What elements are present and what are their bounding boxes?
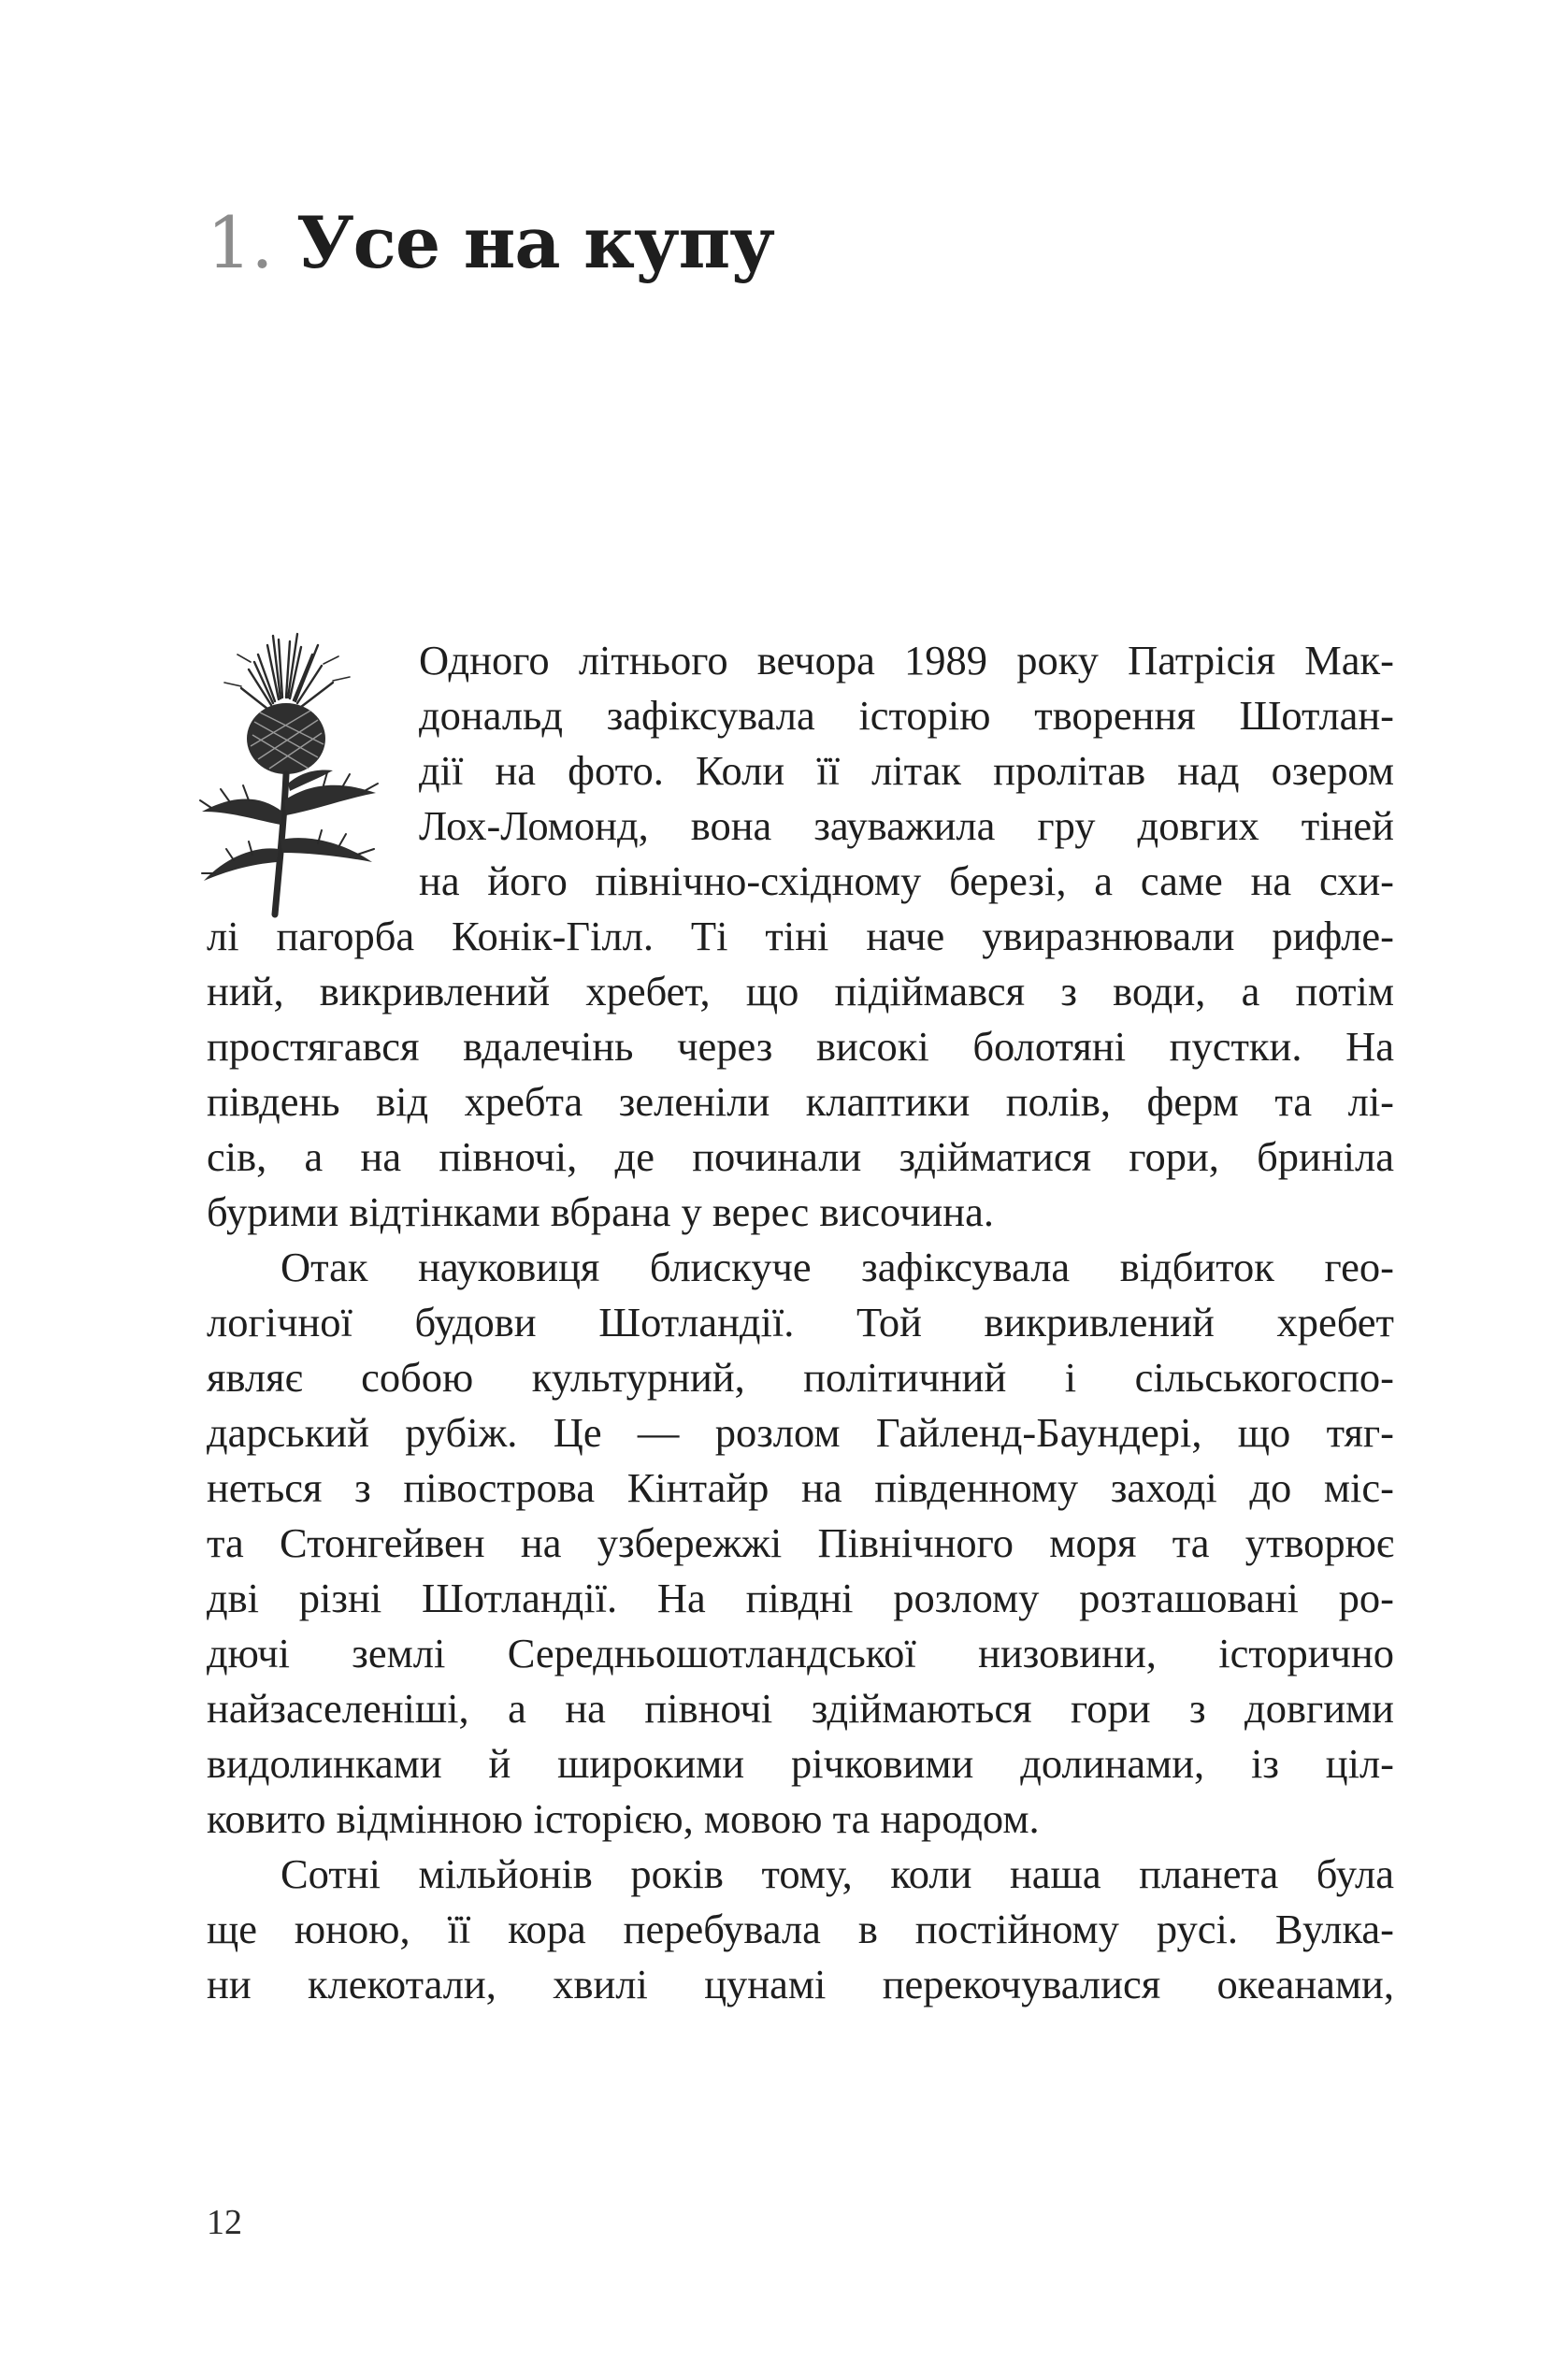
text-line: неться з півострова Кінтайр на південному заході до міс- [207, 1464, 1394, 1511]
chapter-number: 1. [207, 201, 273, 284]
text-line: ковито відмінною історією, мовою та народом. [207, 1795, 1040, 1842]
text-line: являє собою культурний, політичний і сільськогоспо- [207, 1354, 1394, 1401]
text-line: простягався вдалечінь через високі болотяні пустки. На [207, 1023, 1394, 1070]
text-line: видолинками й широкими річковими долинами, із ціл- [207, 1740, 1394, 1787]
text-line: логічної будови Шотландії. Той викривлений хребет [207, 1299, 1394, 1345]
text-line: Отак науковиця блискуче зафіксувала відбиток гео- [281, 1244, 1394, 1290]
text-line: лі пагорба Конік-Гілл. Ті тіні наче увиразнювали рифле- [207, 913, 1394, 959]
text-line: найзаселеніші, а на півночі здіймаються гори з довгими [207, 1685, 1394, 1732]
thistle-icon [193, 628, 389, 920]
text-line: Сотні мільйонів років тому, коли наша планета була [281, 1850, 1394, 1897]
text-line: дарський рубіж. Це — розлом Гайленд-Баундері, що тяг- [207, 1409, 1394, 1456]
chapter-title-text: Усе на купу [295, 201, 774, 284]
page-number: 12 [207, 2203, 242, 2242]
text-line: дві різні Шотландії. На півдні розлому розташовані ро- [207, 1575, 1394, 1621]
text-line: Лох-Ломонд, вона зауважила гру довгих тіней [419, 802, 1394, 849]
text-line: та Стонгейвен на узбережжі Північного моря та утворює [207, 1519, 1394, 1566]
text-line: південь від хребта зеленіли клаптики полів, ферм та лі- [207, 1078, 1394, 1125]
text-line: дії на фото. Коли її літак пролітав над озером [419, 747, 1394, 794]
text-line: на його північно-східному березі, а саме на схи- [419, 857, 1394, 904]
text-line: дональд зафіксувала історію творення Шотлан- [419, 692, 1394, 739]
text-line: сів, а на півночі, де починали здійматися гори, бриніла [207, 1133, 1394, 1180]
text-line: Одного літнього вечора 1989 року Патрісія Мак- [419, 637, 1394, 683]
text-line: ни клекотали, хвилі цунамі перекочувалися океанами, [207, 1961, 1394, 2007]
text-line: ний, викривлений хребет, що підіймався з води, а потім [207, 968, 1394, 1014]
chapter-title [207, 201, 774, 284]
text-line: дючі землі Середньошотландської низовини, історично [207, 1630, 1394, 1676]
text-line: бурими відтінками вбрана у верес височина. [207, 1188, 994, 1235]
text-line: ще юною, її кора перебувала в постійному русі. Вулка- [207, 1906, 1394, 1952]
